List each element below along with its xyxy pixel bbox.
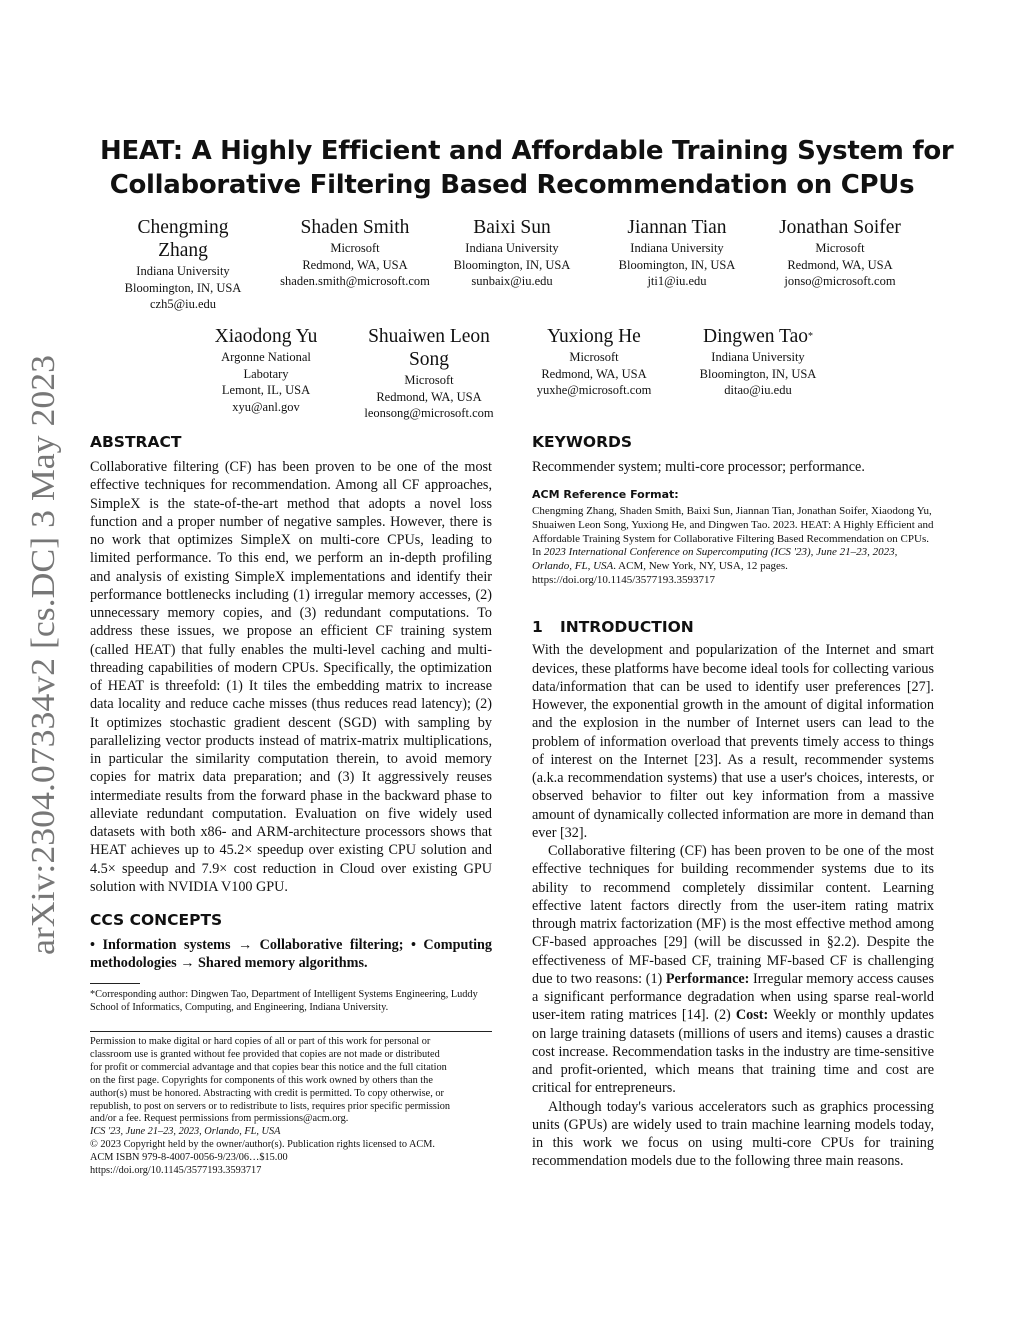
author-location: Lemont, IL, USA: [221, 383, 311, 397]
acm-reference-venue: 2023 International Conference on Supercomputing (ICS '23), June 21–23, 2023, Orlando, FL, USA: [532, 546, 898, 573]
acm-reference-publisher: . ACM, New York, NY, USA, 12 pages. https://doi.org/10.1145/3577193.3593717: [532, 560, 788, 586]
author-location: Bloomington, IN, USA: [453, 257, 571, 272]
author-name: Jiannan Tian: [627, 217, 727, 238]
author-name: Jonathan Soifer: [779, 217, 901, 238]
author-affiliation: Microsoft: [404, 373, 454, 387]
author-affiliation: Argonne National: [221, 350, 311, 364]
author-block: [603, 216, 751, 290]
author-email: jonso@microsoft.com: [784, 274, 896, 288]
acm-reference-authors: Chengming Zhang, Shaden Smith, Baixi Sun, Jiannan Tian, Jonathan Soifer, Xiaodong Yu, Shuaiwen Leon Song, Yuxiong He, and Dingwen Tao. 2023. HEAT: A Highly Efficient and Affordable Training System for Collaborative Filtering Based Recommendation on CPUs. In: [532, 505, 934, 559]
author-block: [766, 216, 914, 290]
right-column: [532, 432, 934, 1171]
performance-label: Performance:: [665, 970, 750, 987]
author-affiliation: Indiana University: [711, 350, 805, 364]
author-location: Redmond, WA, USA: [376, 389, 482, 404]
author-location: Bloomington, IN, USA: [618, 257, 736, 272]
permission-line: Permission to make digital or hard copies of all or part of this work for personal or: [90, 1036, 431, 1047]
arxiv-identifier-text: arXiv:2304.07334v2 [cs.DC] 3 May 2023: [25, 384, 62, 955]
author-location: Bloomington, IN, USA: [699, 366, 817, 381]
intro-paragraph-1: With the development and popularization of the Internet and smart devices, these platforms have become ideal tools for collecting various data/information that can be used to identify user preferences [27]. However, the exponential growth in the amount of digital information and the explosion in the number of Internet users can lead to the problem of information overload that prevents timely access to things of interest on the Internet [23]. As a result, recommender systems (a.k.a recommendation systems) that use a user's choices, interests, or observed behavior to filter out key information from a massive amount of dynamically collected information are more in demand than ever [32].: [532, 642, 934, 841]
author-name: Xiaodong Yu: [214, 326, 318, 347]
intro-paragraph-2-part-c: Weekly or monthly updates on large training datasets (millions of users and items) causes a drastic cost increase. Recommendation tasks in the industry are time-sensitive and profit-oriented, which means that training time and cost are critical for entrepreneurs.: [532, 1007, 935, 1097]
permission-notice: [90, 1036, 492, 1178]
author-block: [438, 216, 586, 290]
author-email: jti1@iu.edu: [647, 274, 707, 288]
corresponding-author-footnote: *Corresponding author: Dingwen Tao, Department of Intelligent Systems Engineering, Luddy School of Informatics, Computing, and Engineering, Indiana University.: [90, 988, 478, 1013]
acm-reference-text: [532, 505, 934, 587]
author-affiliation: Microsoft: [569, 350, 619, 364]
author-email: leonsong@microsoft.com: [364, 406, 494, 420]
author-email: shaden.smith@microsoft.com: [280, 274, 430, 288]
introduction-heading: [532, 617, 934, 637]
intro-paragraph-2: [532, 842, 934, 1098]
title-line-1: HEAT: A Highly Efficient and Affordable Training System for: [100, 136, 954, 166]
author-name: [684, 325, 832, 348]
permission-line: republish, to post on servers or to redistribute to lists, requires prior specific permission: [90, 1100, 451, 1112]
permission-line: on the first page. Copyrights for components of this work owned by others than the: [90, 1074, 433, 1086]
section-title: INTRODUCTION: [560, 618, 694, 637]
author-email: ditao@iu.edu: [724, 383, 792, 397]
intro-paragraph-3: Although today's various accelerators such as graphics processing units (GPUs) are widely used to train machine learning models today, in this work we focus on using multi-core CPUs for training recommendation models due to the following three main reasons.: [532, 1098, 934, 1170]
author-block: [196, 325, 336, 415]
keywords-text: Recommender system; multi-core processor; performance.: [532, 459, 865, 475]
footnote-divider: [90, 983, 140, 984]
author-email: yuxhe@microsoft.com: [536, 383, 652, 397]
author-name: Baixi Sun: [473, 217, 551, 238]
conference-info: ICS '23, June 21–23, 2023, Orlando, FL, USA: [90, 1126, 281, 1138]
permission-divider: [90, 1031, 492, 1032]
author-name: Shuaiwen Leon Song: [368, 326, 490, 370]
keywords-heading: KEYWORDS: [532, 433, 633, 451]
abstract-text: Collaborative filtering (CF) has been proven to be one of the most effective techniques for recommendation. Among all CF approaches, SimpleX is the state-of-the-art method that adopts a novel loss function and a proper number of negative samples. However, there is no work that optimizes SimpleX on multi-core CPUs, leading to limited performance. To this end, we perform an in-depth profiling and analysis of existing SimpleX implementations and identify their performance bottlenecks including (1) irregular memory accesses, (2) unnecessary memory copies, and (3) redundant computations. To address these issues, we propose an efficient CF training system (called HEAT) that fully enables the multi-level caching and multi-threading capabilities of modern CPUs. Specifically, the optimization of HEAT is threefold: (1) It tiles the embedding matrix to increase data locality and reduce cache misses (thus reduces read latency); (2) It optimizes stochastic gradient descent (SGD) with sampling by parallelizing vector products instead of matrix-matrix multiplications, in particular the similarity computation therein, to avoid memory copies for matrix data preparation; and (3) It aggressively reuses intermediate results from the forward phase in the backward phase to alleviate redundant computation. Evaluation on five widely used datasets with both x86- and ARM-architecture processors shows that HEAT achieves up to 45.2× speedup over existing CPU solution and 4.5× speedup and 7.9× cost reduction in Cloud over existing GPU solution with NVIDIA V100 GPU.: [90, 459, 492, 895]
ccs-concepts-text: • Information systems → Collaborative filtering; • Computing methodologies → Shared memory algorithms.: [90, 937, 492, 972]
section-number: 1: [532, 618, 543, 637]
author-email: xyu@anl.gov: [232, 399, 300, 414]
cost-label: Cost:: [735, 1007, 769, 1024]
author-name: Yuxiong He: [547, 326, 641, 347]
left-column: [90, 432, 492, 1014]
doi-line: https://doi.org/10.1145/3577193.3593717: [90, 1165, 262, 1177]
permission-block: [90, 1031, 492, 1178]
author-email: czh5@iu.edu: [149, 297, 216, 311]
intro-paragraph-2-part-a: Collaborative filtering (CF) has been proven to be one of the most effective techniques for building recommender systems due to its ability to recommend completely dissimilar content. Learning effective latent factors directly from the user-item rating matrix through matrix factorization (MF) is the most effective method among CF-based approaches [29] (will be discussed in §2.2). Despite the effectiveness of MF-based CF, training MF-based CF is challenging due to two reasons: (1): [532, 843, 934, 987]
author-location: Redmond, WA, USA: [541, 366, 647, 381]
ccs-heading: CCS CONCEPTS: [90, 911, 223, 929]
abstract-heading: ABSTRACT: [90, 433, 182, 451]
author-affiliation: Indiana University: [630, 241, 724, 255]
author-name: Shaden Smith: [300, 217, 410, 238]
author-block: [118, 216, 248, 313]
author-affiliation: Indiana University: [465, 241, 559, 255]
permission-line: for profit or commercial advantage and that copies bear this notice and the full citation: [90, 1061, 447, 1073]
acm-reference-heading: ACM Reference Format:: [532, 488, 679, 502]
author-location: Redmond, WA, USA: [302, 257, 408, 272]
author-block: [262, 216, 448, 290]
author-location: Redmond, WA, USA: [787, 257, 893, 272]
author-affiliation: Microsoft: [330, 241, 380, 255]
title-line-2: Collaborative Filtering Based Recommendation on CPUs: [109, 170, 915, 200]
author-affiliation: Microsoft: [815, 241, 865, 255]
copyright-line: © 2023 Copyright held by the owner/author(s). Publication rights licensed to ACM.: [90, 1139, 436, 1151]
author-affiliation-cont: Labotary: [243, 366, 289, 381]
author-name: Chengming Zhang: [137, 217, 229, 261]
permission-line: and/or a fee. Request permissions from permissions@acm.org.: [90, 1113, 349, 1125]
intro-paragraph-2-part-b: Irregular memory access causes a significant performance degradation when using sparse real-world user-item rating matrices [14]. (2): [532, 970, 934, 1024]
isbn-line: ACM ISBN 979-8-4007-0056-9/23/06…$15.00: [90, 1152, 288, 1164]
arxiv-identifier: [14, 350, 66, 960]
acm-reference: [532, 488, 934, 587]
author-email: sunbaix@iu.edu: [471, 274, 553, 288]
corresponding-author-marker: *: [807, 331, 813, 342]
author-affiliation: Indiana University: [136, 264, 230, 278]
author-location: Bloomington, IN, USA: [124, 280, 242, 295]
permission-line: author(s) must be honored. Abstracting with credit is permitted. To copy otherwise, or: [90, 1087, 444, 1099]
author-block: [684, 325, 832, 399]
paper-title: [100, 134, 954, 202]
author-block: [356, 325, 502, 422]
author-name-text: Dingwen Tao: [703, 326, 808, 347]
permission-line: classroom use is granted without fee provided that copies are not made or distributed: [90, 1048, 440, 1060]
author-block: [520, 325, 668, 399]
